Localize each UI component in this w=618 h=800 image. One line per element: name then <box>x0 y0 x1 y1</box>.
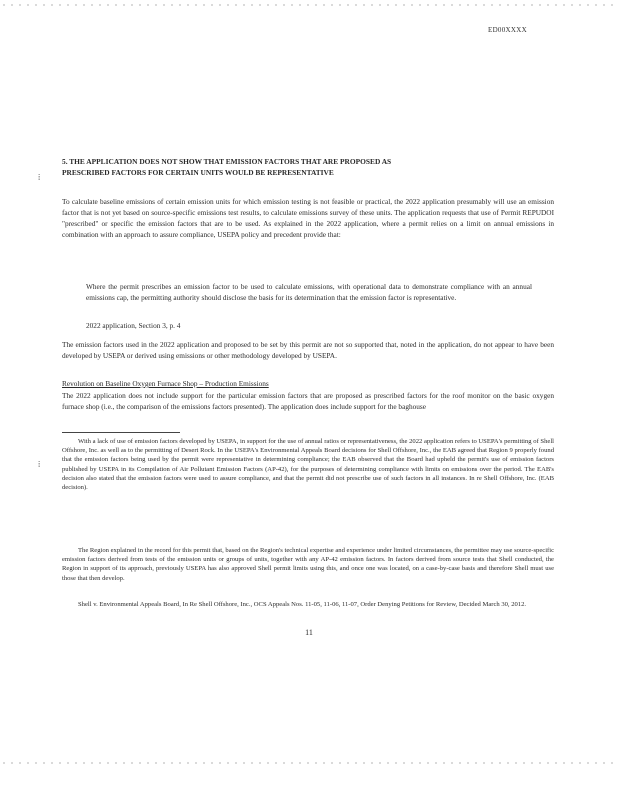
paragraph-1: To calculate baseline emissions of certain emission units for which emission testing is not feasible or practical, the 2022 application presumably will use an emission factor that is not yet based on source-specific emissions test results, to calculate emissions survey of these units. The application requests that use of Permit REPUDOI "prescribed" or specific the emission factors that are to be used. As explained in the 2022 application, where a permit relies on a limit on annual emissions in combination with an approach to assure compliance, USEPA policy and precedent provide that: <box>62 197 554 239</box>
footnote-separator <box>62 432 180 433</box>
paragraph-2: The emission factors used in the 2022 application and proposed to be set by this permit are not so supported that, noted in the application, do not appear to have been developed by USEPA or derived using emissions or other methodology developed by USEPA. <box>62 340 554 360</box>
footnote-1: With a lack of use of emission factors developed by USEPA, in support for the use of annual ratios or representativeness, the 2022 application refers to USEPA's permitting of Shell Offshore, Inc. as well as to the permitting of Desert Rock. In the USEPA's Environmental Appeals Board decisions for Shell Offshore, Inc., the EAB agreed that Region 9 properly found that the emission factors being used by the permit were representative in determining compliance; the EAB observed that the Board had upheld the permit's use of emission factors published by USEPA in its Compilation of Air Pollutant Emission Factors (AP-42), for the purposes of determining compliance with limits on emissions over the period. The EAB's decision also stated that the emission factors were used to assure compliance, and that the permit did not prescribe use of such factors in all instances. In re Shell Offshore, Inc. (EAB decision). <box>62 438 554 492</box>
subheading: Revolution on Baseline Oxygen Furnace Shop – Production Emissions <box>62 379 269 388</box>
footnote-3: Shell v. Environmental Appeals Board, In Re Shell Offshore, Inc., OCS Appeals Nos. 11-05, 11-06, 11-07, Order Denying Petitions for Review, Decided March 30, 2012. <box>78 601 527 608</box>
section-heading: 5. THE APPLICATION DOES NOT SHOW THAT EMISSION FACTORS THAT ARE PROPOSED AS PRESCRIBED FACTORS FOR CERTAIN UNITS WOULD BE REPRESENTATIVE <box>62 157 392 177</box>
page-number: 11 <box>305 628 313 637</box>
quote-citation: 2022 application, Section 3, p. 4 <box>86 321 181 330</box>
footnote-2: The Region explained in the record for this permit that, based on the Region's technical expertise and experience under limited circumstances, the permittee may use source-specific emission factors derived from tests of the emission units or groups of units, together with any AP-42 emission factors. In factors derived from source tests that Shell conducted, the Region in support of its approach, previously USEPA has also approved Shell permit limits using this, and once one was located, on a case-by-case basis and therefore Shell must use those that then develop. <box>62 547 554 582</box>
block-quote: Where the permit prescribes an emission factor to be used to calculate emissions, with operational data to demonstrate compliance with an annual emissions cap, the permitting authority should disclose the basis for its determination that the emission factor is representative. <box>86 282 532 302</box>
bates-number: ED00XXXX <box>488 26 527 34</box>
scan-edge-top <box>0 4 618 6</box>
scan-edge-bottom <box>0 762 618 764</box>
paragraph-3: The 2022 application does not include support for the particular emission factors that are proposed as prescribed factors for the roof monitor on the basic oxygen furnace shop (i.e., the comparison of the emissions factors presented). The application does include support for the baghouse <box>62 391 554 411</box>
margin-mark: ⁞ <box>38 173 41 182</box>
margin-mark: ⁞ <box>38 460 41 469</box>
